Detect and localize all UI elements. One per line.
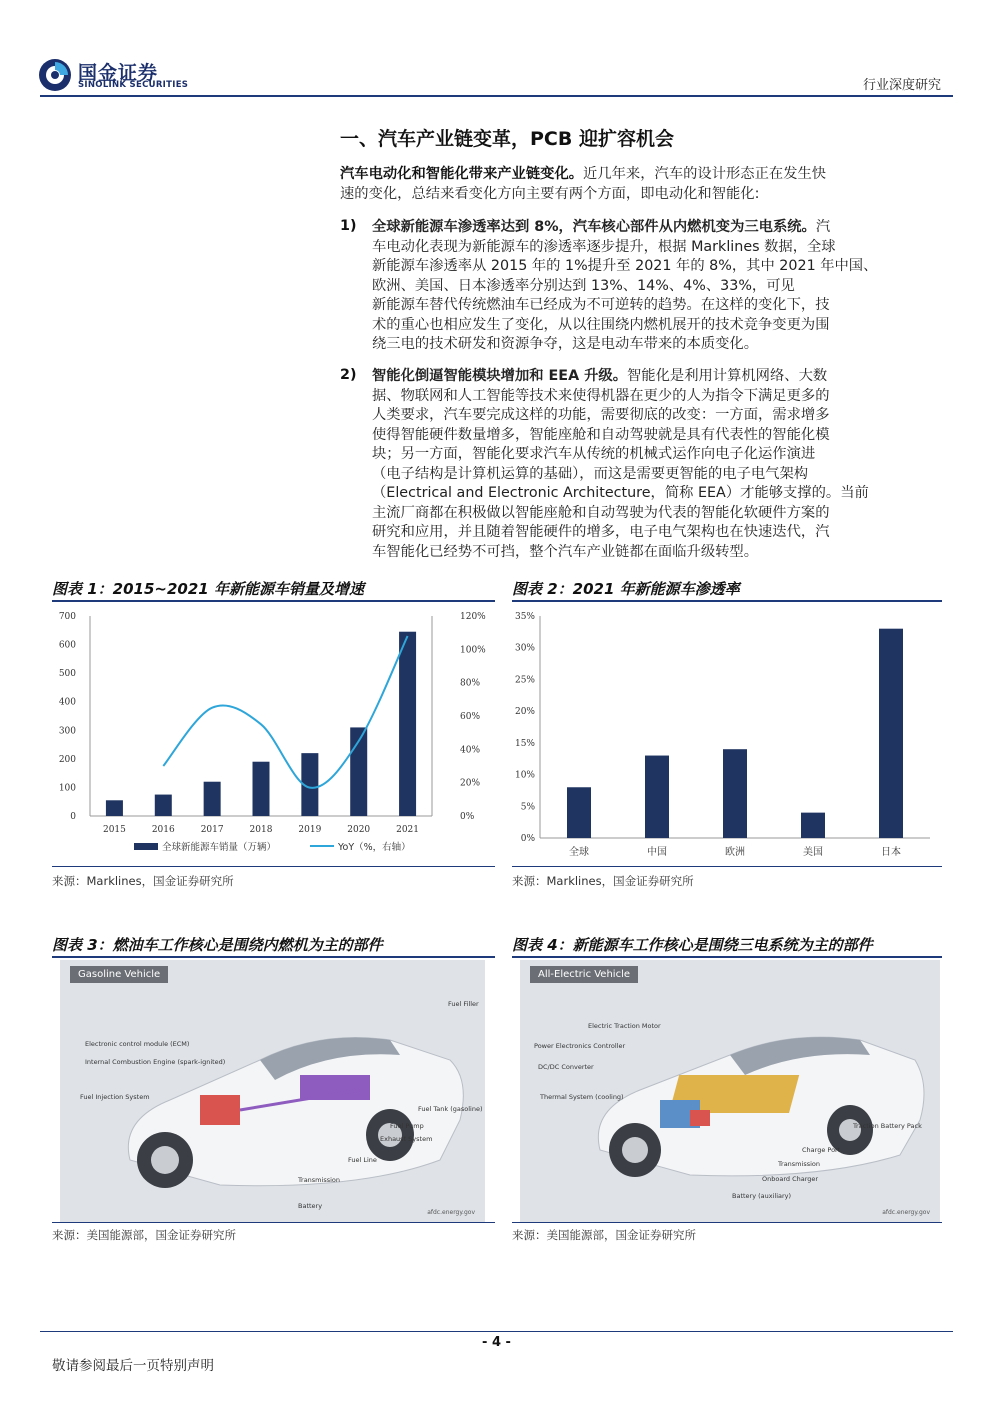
diagram-tag: Gasoline Vehicle bbox=[70, 966, 168, 983]
figure-2-title: 图表 2：2021 年新能源车渗透率 bbox=[512, 580, 740, 598]
bar bbox=[253, 762, 270, 816]
bar bbox=[645, 756, 669, 838]
x-tick-label: 2020 bbox=[347, 825, 371, 835]
page-number: - 4 - bbox=[482, 1335, 511, 1350]
list-item-line: 术的重心也相应发生了变化，从以往围绕内燃机展开的技术竞争变更为围 bbox=[372, 316, 830, 333]
x-tick-label: 全球 bbox=[569, 847, 589, 858]
bar bbox=[399, 632, 416, 816]
callout-label: Power Electronics Controller bbox=[534, 1042, 626, 1050]
y-tick-label: 30% bbox=[514, 643, 535, 654]
y-tick-label-right: 0% bbox=[460, 812, 475, 822]
y-tick-label-right: 60% bbox=[460, 712, 481, 722]
figure-3-title: 图表 3：燃油车工作核心是围绕内燃机为主的部件 bbox=[52, 936, 383, 954]
figure-3-rule bbox=[52, 956, 495, 958]
callout-label: Onboard Charger bbox=[762, 1175, 819, 1183]
footer-rule bbox=[40, 1331, 953, 1332]
figure-4-rule bbox=[512, 956, 942, 958]
list-item-lead: 智能化倒逼智能模块增加和 EEA 升级。 bbox=[372, 368, 628, 384]
bar bbox=[106, 800, 123, 816]
y-tick-label-left: 200 bbox=[58, 754, 76, 765]
y-tick-label-right: 100% bbox=[460, 645, 486, 656]
bar bbox=[204, 782, 221, 816]
intro-line: 速的变化，总结来看变化方向主要有两个方面，即电动化和智能化: bbox=[340, 185, 760, 202]
x-tick-label: 2018 bbox=[249, 825, 273, 835]
intro-paragraph bbox=[340, 165, 943, 204]
y-tick-label: 10% bbox=[514, 770, 535, 781]
callout-label: Exhaust System bbox=[380, 1135, 433, 1143]
list-item-lead: 全球新能源车渗透率达到 8%，汽车核心部件从内燃机变为三电系统。 bbox=[372, 219, 816, 235]
x-tick-label: 美国 bbox=[803, 847, 823, 858]
list-item-line: 绕三电的技术研发和资源争夺，这是电动车带来的本质变化。 bbox=[372, 336, 759, 352]
list-item-line: 块；另一方面，智能化要求汽车从传统的机械式运作向电子化运作演进 bbox=[372, 446, 816, 462]
callout-label: Electronic control module (ECM) bbox=[85, 1040, 190, 1048]
intro-line: 近几年来，汽车的设计形态正在发生快 bbox=[583, 166, 827, 182]
figure-2-rule bbox=[512, 600, 942, 602]
figure-1-chart bbox=[52, 604, 495, 864]
y-tick-label-left: 100 bbox=[58, 783, 76, 794]
bar bbox=[723, 749, 747, 838]
y-tick-label: 5% bbox=[520, 802, 535, 813]
series-line-yoy bbox=[163, 636, 407, 788]
list-item-line: 车智能化已经势不可挡，整个汽车产业链都在面临升级转型。 bbox=[372, 543, 759, 560]
figure-4-title: 图表 4：新能源车工作核心是围绕三电系统为主的部件 bbox=[512, 936, 873, 954]
gasoline-vehicle-diagram bbox=[60, 960, 485, 1222]
logo-chinese-name: 国金证券 bbox=[78, 62, 159, 84]
y-tick-label-left: 600 bbox=[58, 640, 76, 651]
x-tick-label: 2017 bbox=[200, 825, 224, 835]
list-item-line: 新能源车渗透率从 2015 年的 1%提升至 2021 年的 8%，其中 2021 年中国、 bbox=[372, 258, 878, 274]
callout-label: Transmission bbox=[298, 1176, 340, 1184]
section-title: 一、汽车产业链变革，PCB 迎扩容机会 bbox=[340, 128, 674, 150]
callout-label: DC/DC Converter bbox=[538, 1063, 594, 1071]
y-tick-label-left: 0 bbox=[70, 812, 76, 822]
x-tick-label: 欧洲 bbox=[725, 847, 745, 858]
footer-disclaimer-note: 敬请参阅最后一页特别声明 bbox=[52, 1358, 214, 1374]
document-type: 行业深度研究 bbox=[862, 78, 941, 93]
callout-label: Battery (auxiliary) bbox=[732, 1192, 792, 1200]
legend-label: YoY（%，右轴） bbox=[338, 842, 411, 853]
figure-3-source: 来源：美国能源部，国金证券研究所 bbox=[52, 1228, 236, 1242]
y-tick-label-left: 300 bbox=[58, 726, 76, 737]
intro-lead: 汽车电动化和智能化带来产业链变化。 bbox=[340, 166, 584, 182]
figure-4-bottom-rule bbox=[512, 1222, 942, 1223]
x-tick-label: 2019 bbox=[298, 825, 322, 835]
figure-1-bottom-rule bbox=[52, 866, 495, 867]
y-tick-label-left: 500 bbox=[58, 669, 76, 680]
callout-label: Transmission bbox=[778, 1160, 820, 1168]
list-item-intelligence bbox=[372, 367, 943, 562]
list-item-line: 研究和应用，并且随着智能硬件的增多，电子电气架构也在快速迭代，汽 bbox=[372, 524, 830, 540]
y-tick-label: 35% bbox=[514, 612, 535, 622]
list-number: 1) bbox=[340, 218, 357, 234]
list-item-line: 人类要求，汽车要完成这样的功能，需要彻底的改变：一方面，需求增多 bbox=[372, 407, 830, 423]
callout-label: Electric Traction Motor bbox=[588, 1022, 661, 1030]
list-item-electrification bbox=[372, 218, 943, 355]
diagram-tag: All-Electric Vehicle bbox=[530, 966, 638, 983]
bar bbox=[155, 795, 172, 816]
electric-car-illustration-icon bbox=[520, 960, 940, 1222]
bar bbox=[567, 787, 591, 838]
list-item-line: 智能化是利用计算机网络、大数 bbox=[627, 368, 828, 384]
list-item-line: 汽 bbox=[815, 219, 831, 235]
sinolink-logo-icon bbox=[38, 58, 72, 92]
bar bbox=[879, 629, 903, 838]
callout-label: Fuel Pump bbox=[390, 1122, 424, 1130]
callout-label: Thermal System (cooling) bbox=[540, 1093, 624, 1101]
list-item-line: 主流厂商都在积极做以智能座舱和自动驾驶为代表的智能化软硬件方案的 bbox=[372, 504, 830, 521]
list-item-line: 据、物联网和人工智能等技术来使得机器在更少的人为指令下满足更多的 bbox=[372, 387, 830, 404]
list-number: 2) bbox=[340, 367, 357, 383]
callout-label: Internal Combustion Engine (spark-ignited) bbox=[85, 1058, 226, 1066]
x-tick-label: 2021 bbox=[396, 825, 420, 835]
figure-1-title: 图表 1：2015~2021 年新能源车销量及增速 bbox=[52, 580, 364, 598]
figure-2-chart bbox=[512, 604, 942, 864]
list-item-line: （Electrical and Electronic Architecture，简称 EEA）才能够支撑的。当前 bbox=[372, 485, 869, 501]
callout-label: Fuel Filler bbox=[448, 1000, 479, 1008]
y-tick-label-right: 40% bbox=[460, 745, 481, 756]
list-item-line: 使得智能硬件数量增多，智能座舱和自动驾驶就是具有代表性的智能化模 bbox=[372, 426, 830, 443]
list-item-line: 车电动化表现为新能源车的渗透率逐步提升，根据 Marklines 数据，全球 bbox=[372, 238, 836, 255]
y-tick-label: 25% bbox=[514, 675, 535, 686]
y-tick-label: 20% bbox=[514, 707, 535, 718]
x-tick-label: 2016 bbox=[151, 825, 175, 835]
figure-1-rule bbox=[52, 600, 495, 602]
x-tick-label: 2015 bbox=[102, 825, 126, 835]
list-item-line: 欧洲、美国、日本渗透率分别达到 13%、14%、4%、33%，可见 bbox=[372, 277, 795, 294]
y-tick-label-right: 20% bbox=[460, 778, 481, 789]
list-item-line: 新能源车替代传统燃油车已经成为不可逆转的趋势。在这样的变化下，技 bbox=[372, 297, 830, 313]
legend-swatch-bar bbox=[134, 843, 158, 850]
figure-2-bottom-rule bbox=[512, 866, 942, 867]
bar bbox=[801, 813, 825, 838]
legend-label: 全球新能源车销量（万辆） bbox=[162, 842, 277, 853]
logo-english-name: SINOLINK SECURITIES bbox=[78, 80, 189, 90]
x-tick-label: 日本 bbox=[881, 847, 901, 858]
electric-vehicle-diagram bbox=[520, 960, 940, 1222]
callout-label: Fuel Tank (gasoline) bbox=[418, 1105, 483, 1113]
figure-2-source: 来源：Marklines，国金证券研究所 bbox=[512, 874, 694, 888]
y-tick-label-right: 120% bbox=[460, 612, 486, 622]
callout-label: Fuel Line bbox=[348, 1156, 377, 1164]
callout-label: Traction Battery Pack bbox=[853, 1122, 922, 1130]
callout-label: Fuel Injection System bbox=[80, 1093, 150, 1101]
gasoline-car-illustration-icon bbox=[60, 960, 485, 1222]
y-tick-label: 0% bbox=[520, 834, 535, 844]
figure-3-bottom-rule bbox=[52, 1222, 495, 1223]
y-tick-label-right: 80% bbox=[460, 678, 481, 689]
y-tick-label-left: 700 bbox=[58, 612, 76, 622]
image-credit: afdc.energy.gov bbox=[427, 1209, 475, 1216]
callout-label: Battery bbox=[298, 1202, 323, 1210]
x-tick-label: 中国 bbox=[647, 847, 667, 858]
figure-4-source: 来源：美国能源部，国金证券研究所 bbox=[512, 1228, 696, 1242]
image-credit: afdc.energy.gov bbox=[882, 1209, 930, 1216]
list-item-line: （电子结构是计算机运算的基础），而这是需要更智能的电子电气架构 bbox=[372, 465, 809, 482]
y-tick-label-left: 400 bbox=[58, 697, 76, 708]
header-rule bbox=[40, 95, 953, 97]
figure-1-source: 来源：Marklines，国金证券研究所 bbox=[52, 874, 234, 888]
callout-label: Charge Port bbox=[802, 1146, 841, 1154]
y-tick-label: 15% bbox=[514, 738, 535, 749]
